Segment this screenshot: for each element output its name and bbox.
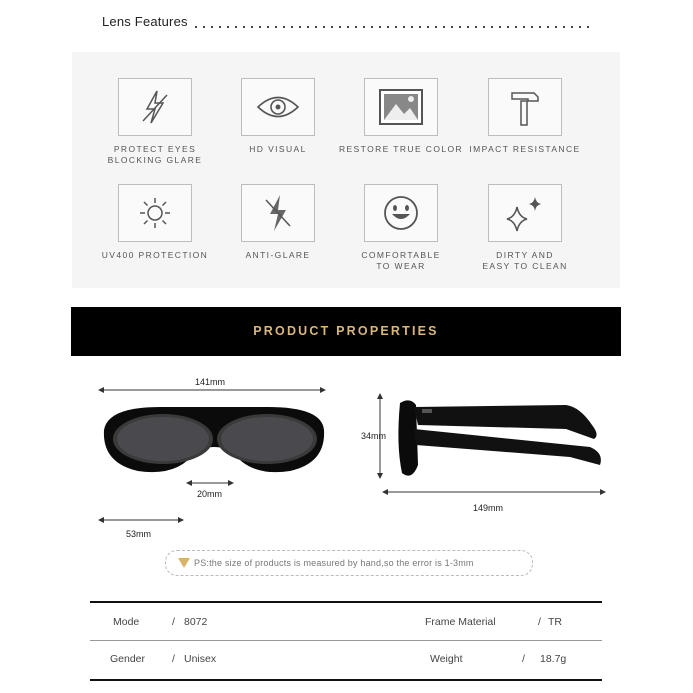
feature-anti-glare [213, 184, 343, 261]
spec-material-value: TR [548, 616, 562, 628]
product-properties-banner [71, 307, 621, 356]
glasses-side-diagram [370, 385, 610, 500]
feature-impact-resistance [460, 78, 590, 155]
landscape-image-icon [364, 78, 438, 136]
lightning-blocked-icon [118, 78, 192, 136]
dotted-divider [192, 26, 590, 28]
eye-icon [241, 78, 315, 136]
specs-bottom-border [90, 679, 602, 681]
feature-label: ANTI-GLARE [245, 250, 311, 260]
spec-separator: / [538, 616, 541, 628]
feature-easy-clean [460, 184, 590, 272]
height-dimension: 34mm [361, 431, 387, 441]
banner-title: PRODUCT PROPERTIES [253, 324, 439, 338]
warning-triangle-icon [178, 558, 190, 568]
feature-label: IMPACT RESISTANCE [469, 144, 581, 154]
smiley-icon [364, 184, 438, 242]
spec-model-value: 8072 [184, 616, 208, 628]
spec-gender-value: Unisex [184, 653, 217, 665]
feature-uv400 [90, 184, 220, 261]
feature-restore-color [336, 78, 466, 155]
spec-weight-label: Weight [430, 653, 463, 665]
feature-label: DIRTY AND EASY TO CLEAN [482, 250, 568, 271]
feature-label: HD VISUAL [249, 144, 307, 154]
feature-label: PROTECT EYES BLOCKING GLARE [107, 144, 203, 165]
measurement-note [165, 550, 533, 576]
feature-label: RESTORE TRUE COLOR [338, 144, 464, 154]
spec-separator: / [172, 653, 175, 665]
note-text: PS:the size of products is measured by hand,so the error is 1-3mm [194, 558, 474, 568]
sparkle-icon [488, 184, 562, 242]
feature-comfortable [336, 184, 466, 272]
spec-separator: / [522, 653, 525, 665]
spec-model-label: Mode [113, 616, 140, 628]
sun-icon [118, 184, 192, 242]
width-dimension: 141mm [195, 377, 226, 387]
features-panel [72, 52, 620, 288]
spec-gender-label: Gender [110, 653, 146, 665]
specs-row-divider [90, 640, 602, 641]
spec-weight-value: 18.7g [540, 653, 567, 665]
feature-label: COMFORTABLE TO WEAR [361, 250, 441, 271]
temple-dimension: 149mm [473, 503, 504, 513]
feature-label: UV400 PROTECTION [101, 250, 209, 260]
lens-features-title: Lens Features [102, 14, 188, 29]
lens-dimension: 53mm [126, 529, 152, 539]
spec-material-label: Frame Material [425, 616, 496, 628]
feature-protect-eyes [90, 78, 220, 166]
feature-hd-visual [213, 78, 343, 155]
glasses-front-diagram [90, 375, 340, 535]
glare-break-icon [241, 184, 315, 242]
specs-top-border [90, 601, 602, 603]
bridge-dimension: 20mm [197, 489, 223, 499]
hammer-icon [488, 78, 562, 136]
spec-separator: / [172, 616, 175, 628]
